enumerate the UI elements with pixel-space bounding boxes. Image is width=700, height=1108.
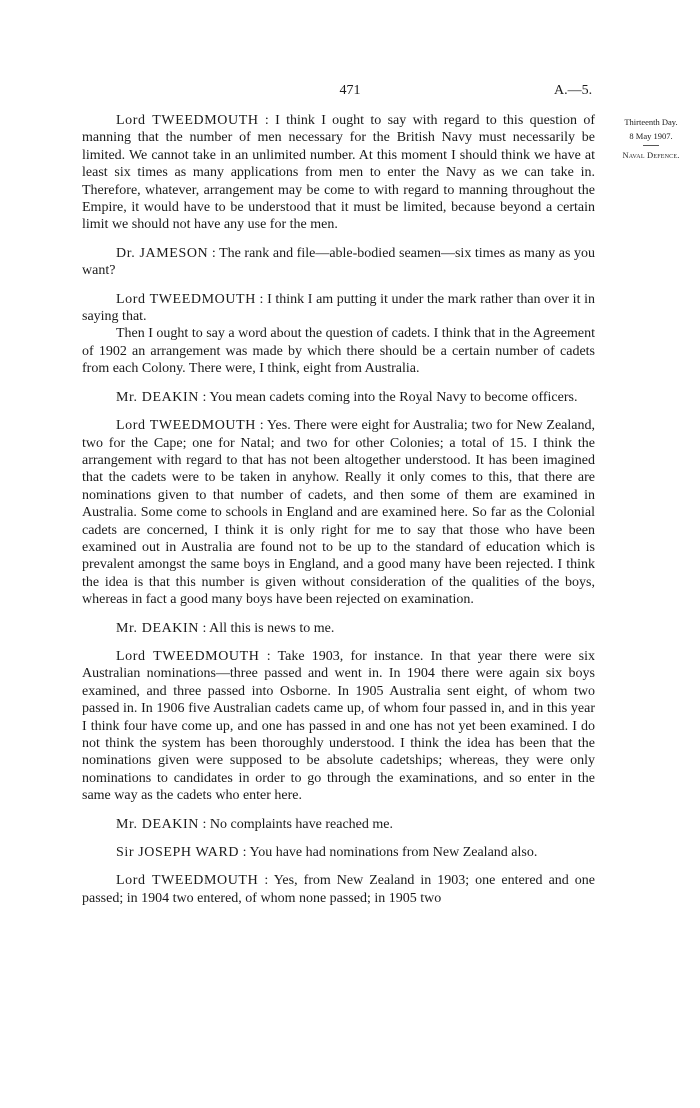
- document-reference: A.—5.: [554, 83, 593, 98]
- paragraph-text: : Yes. There were eight for Australia; two for New Zealand, two for the Cape; one for Natal; and two for other Colonies; a total of 15. I think the arrangement with regard to that has not been altogether understood. It has been imagined that the cadets were to be taken in anyhow. Really it only comes to this, that there are nominations given to that number of cadets, and then some of them are examined in Australia. Some come to schools in England and are examined here. So far as the Colonial cadets are concerned, I think it is only right for me to say that those who have been examined out in Australia are found not to be up to the standard of education which is prevalent amongst the same boys in England, and a good many have been rejected. I think the idea is that this number is given without consideration of the qualities of the boys, whereas in fact a good many boys have been rejected on examination.: [82, 418, 595, 608]
- paragraph: [82, 844, 595, 861]
- speaker-name: Mr. DEAKIN: [116, 620, 199, 636]
- paragraph-text: : You have had nominations from New Zealand also.: [242, 845, 538, 861]
- paragraph-text: Then I ought to say a word about the question of cadets. I think that in the Agreement of 1902 an arrangement was made by which there should be a certain number of cadets from each Colony. There were, I think, eight from Australia.: [82, 326, 595, 377]
- margin-section: Naval Defence.: [622, 150, 680, 160]
- speaker-name: Mr. DEAKIN: [116, 389, 199, 405]
- speaker-name: Lord TWEEDMOUTH: [116, 113, 259, 128]
- paragraph-text: : Take 1903, for instance. In that year there were six Australian nominations—three passed and went in. In 1904 there were again six boys examined, and three passed into Osborne. In 1905 Australia sent eight, of whom two passed in. In 1906 five Australian cadets came up, of whom four passed in, and in this year I think four have come up, and one has passed in and one has not yet been examined. I do not think the system has been thoroughly understood. I think the idea has been that the nominations given were supposed to be absolute cadetships; whereas, they were only nominations to candidates in order to go through the examinations, and so enter in the same way as the cadets who enter here.: [82, 648, 595, 804]
- paragraph: [82, 291, 595, 326]
- paragraph: [82, 325, 595, 377]
- paragraph: [82, 417, 595, 608]
- paragraph: [82, 816, 595, 833]
- paragraph-text: : I think I ought to say with regard to this question of manning that the number of men necessary for the British Navy must necessarily be limited. We cannot take in an unlimited number. At this moment I should think we have at least six times as many applications from men to enter the Navy as we can take in. Therefore, whatever, arrangement may be come to with regard to manning throughout the Empire, it would have to be understood that it must be limited, because beyond a certain limit we should not have any use for the men.: [82, 113, 596, 233]
- paragraph-text: : I think I am putting it under the mark rather than over it in saying that.: [82, 291, 595, 325]
- body-text: [82, 112, 595, 918]
- margin-note: [605, 115, 697, 162]
- paragraph-text: : The rank and file—able-bodied seamen—six times as many as you want?: [82, 245, 595, 279]
- speaker-name: Sir JOSEPH WARD: [116, 845, 240, 861]
- paragraph: [82, 872, 595, 907]
- margin-day: Thirteenth Day.: [624, 117, 678, 127]
- page-number: 471: [339, 83, 361, 98]
- paragraph: [82, 648, 595, 805]
- paragraph: [82, 620, 595, 637]
- paragraph-text: : No complaints have reached me.: [202, 816, 393, 832]
- speaker-name: Mr. DEAKIN: [116, 816, 199, 832]
- speaker-name: Lord TWEEDMOUTH: [116, 418, 257, 434]
- margin-divider: [643, 145, 659, 146]
- speaker-name: Lord TWEEDMOUTH: [116, 291, 256, 307]
- speaker-name: Lord TWEEDMOUTH: [116, 873, 259, 889]
- paragraph: [82, 245, 595, 280]
- paragraph-text: : You mean cadets coming into the Royal Navy to become officers.: [202, 389, 578, 405]
- speaker-name: Dr. JAMESON: [116, 245, 209, 261]
- paragraph-text: : All this is news to me.: [202, 620, 335, 636]
- speaker-name: Lord TWEEDMOUTH: [116, 648, 260, 664]
- paragraph: [82, 112, 595, 234]
- paragraph-text: : Yes, from New Zealand in 1903; one entered and one passed; in 1904 two entered, of whom none passed; in 1905 two: [82, 873, 596, 906]
- margin-date: 8 May 1907.: [629, 131, 673, 141]
- paragraph: [82, 389, 595, 406]
